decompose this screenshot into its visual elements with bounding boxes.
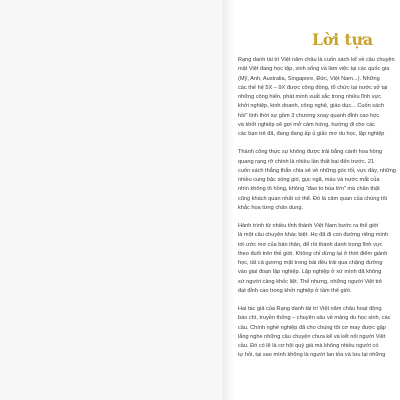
text-line: khắc họa từng chân dung. xyxy=(238,205,304,212)
text-line: nhìn không tô hồng, không "đao to búa lớn" mà chân thật xyxy=(238,186,380,193)
text-line: theo đuổi trên thế giới. Không chỉ dừng lại ở thời điểm giành xyxy=(238,250,388,257)
text-line: và khởi nghiệp sẽ gợi mở cảm hứng, hướng đi cho các xyxy=(238,122,375,129)
text-line: cũng khách quan nhất có thể. Đó là cảm quan của chúng tôi xyxy=(238,195,387,202)
text-line: Hai tác giả của Rạng danh tài trí Việt năm châu hoạt động xyxy=(238,305,382,312)
text-line: Thành công thực sự không được trải bằng cánh hoa hồng xyxy=(238,149,382,156)
text-line: lắng nghe những câu chuyện chưa kể và kết nối người Việt xyxy=(238,333,386,340)
paragraph xyxy=(238,305,400,361)
text-line: Rạng danh tài trí Việt năm châu là cuốn sách kể về câu chuyện xyxy=(238,57,395,63)
text-line: khởi nghiệp, kinh doanh, công nghệ, giáo dục... Cuốn sách xyxy=(238,103,385,110)
text-line: là một câu chuyện khác biệt. Họ đã đi con đường riêng mình xyxy=(238,232,389,239)
paragraph xyxy=(238,148,400,213)
text-line: đạt đỉnh cao trong khởi nghiệp ở tầm thế giới. xyxy=(238,288,352,295)
text-line: tự hỏi, tại sao mình không là người lan tỏa và lưu lại những xyxy=(238,352,386,359)
page-title: Lời tựa xyxy=(312,30,373,49)
text-line: báo chí, truyền thông – chuyên sâu về mảng du học sinh, các xyxy=(238,315,391,322)
page-body xyxy=(238,56,400,369)
text-line: cầu. Chính nghề nghiệp đã cho chúng tôi cơ may được gặp xyxy=(238,324,386,331)
text-line: cầu. Đó có lẽ là cơ hội quý giá mà không nhiều người có xyxy=(238,343,379,350)
book-spine xyxy=(222,0,234,400)
text-line: quang rạng rỡ chính là nhiều lần thất bại đến trước. 21 xyxy=(238,158,375,165)
text-line: những công hiến, phát minh xuất sắc trong nhiều lĩnh vực xyxy=(238,94,382,101)
right-page xyxy=(234,0,400,400)
text-line: xứ người càng khốc liệt. Thế nhưng, những người Việt trẻ xyxy=(238,278,383,285)
text-line: nhiều cung bậc sóng gió, gục ngã, máu và nước mắt của xyxy=(238,177,380,184)
text-line: Hành trình từ nhiều tỉnh thành Việt Nam bước ra thế giới xyxy=(238,222,379,229)
text-line: mặt Việt đang học tập, sinh sống và làm việc tại các quốc gia xyxy=(238,66,390,73)
text-line: hồi" tinh thời sự gồm 3 chương xoay quanh đỉnh cao học xyxy=(238,112,380,119)
text-line: các bạn trẻ đã, đang đang ấp ủ giấc mơ du học, lập nghiệp xyxy=(238,131,385,138)
text-line: vào giai đoạn lập nghiệp. Lập nghiệp ở xứ mình đã không xyxy=(238,269,382,276)
text-line: cuốn sách thẳng thắn chia sẻ về những góc tối, vực đáy, những xyxy=(238,167,396,174)
paragraph xyxy=(238,56,400,140)
text-line: các thế hệ 5X – 9X được công đồng, tổ chức tại nước sở tại xyxy=(238,84,388,91)
text-line: tới ước mơ của bản thân, để rồi thành danh trong lĩnh vực xyxy=(238,241,383,248)
text-line: học, tất cả gương mặt trong bài đều trải qua chặng đường xyxy=(238,260,383,267)
text-line: (Mỹ, Anh, Australia, Singapore, Đức, Việt Nam...). Những xyxy=(238,75,380,82)
paragraph xyxy=(238,222,400,296)
